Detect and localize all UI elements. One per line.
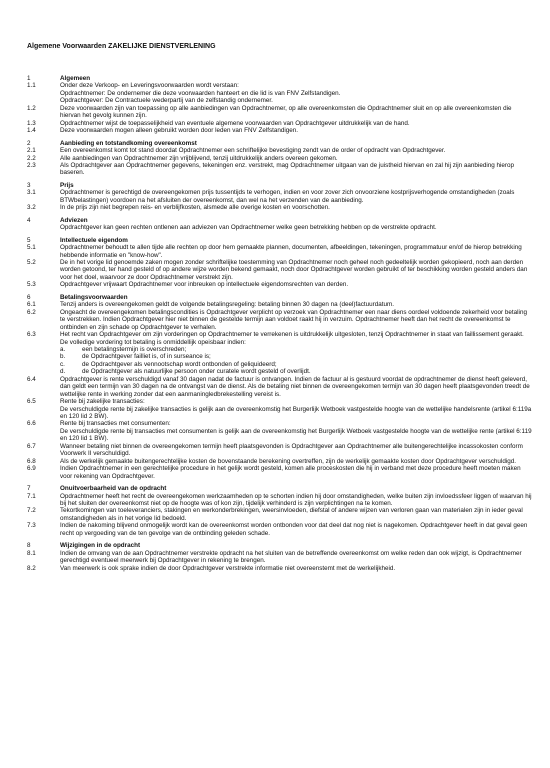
clause-row bbox=[27, 368, 533, 375]
section-title: Aanbieding en totstandkoming overeenkomst bbox=[60, 139, 197, 147]
clause-row bbox=[27, 189, 533, 204]
clause-number bbox=[27, 361, 60, 368]
clause-number: 6.1 bbox=[27, 301, 36, 309]
section-number: 7 bbox=[27, 485, 31, 493]
clause-number bbox=[27, 428, 60, 443]
clause-number bbox=[27, 368, 60, 375]
section bbox=[27, 140, 533, 177]
clause-row bbox=[27, 301, 533, 308]
clause-text: Opdrachtgever: De Contractuele wederpartij van de zelfstandig ondernemer. bbox=[60, 97, 273, 105]
clause-row bbox=[27, 522, 533, 537]
section-title: Intellectuele eigendom bbox=[60, 236, 128, 244]
clause-row bbox=[27, 127, 533, 134]
clause-text: de Opdrachtgever als vennootschap wordt ontbonden of geliquideerd; bbox=[82, 360, 277, 368]
clause-letter: a. bbox=[60, 345, 66, 353]
clause-number: 7.2 bbox=[27, 507, 36, 515]
clause-text: De in het vorige lid genoemde zaken mogen zonder schriftelijke toestemming van Opdrachtnemer noch geheel noch gedeeltelijk worden gekopieerd, noch aan derden worden getoond, ter hand gesteld of op andere wijze worden bekend gemaakt, noch door Opdrachtgever worden gebruikt of ter beschikking worden gesteld anders dan voor het doel, waarvoor ze door Opdrachtnemer verstrekt zijn. bbox=[60, 258, 528, 281]
clause-text: Opdrachtgever is rente verschuldigd vanaf 30 dagen nadat de factuur is ontvangen. Indien de factuur al is gestuurd voordat de opdrachtnemer de dienst heeft geleverd, dan geldt een termijn van 30 dagen na de ontvangst van de dienst. Als de betaling niet binnen de overeengekomen termijn van 30 dagen heeft plaatsgevonden treedt de wettelijke rente in werking zonder dat een aanmaningledbrekestelling vereist is. bbox=[60, 375, 530, 398]
clause-row bbox=[27, 147, 533, 154]
clause-text: Rente bij transacties met consumenten: bbox=[60, 420, 171, 428]
clause-text: Opdrachtnemer heeft het recht de overeengekomen werkzaamheden op te schorten indien hij door omstandigheden, welke buiten zijn invloedssfeer liggen of waarvan hij bij het sluiten der overeenkomst niet op de hoogte was of kon zijn, tijdelijk verhinderd is zijn verplichtingen na te komen. bbox=[60, 492, 532, 508]
section-number: 5 bbox=[27, 236, 31, 244]
clause-number bbox=[27, 346, 60, 353]
clause-text: Tekortkomingen van toeleveranciers, stakingen en werkonderbrekingen, weersinvloeden, diefstal of andere wijzen van verloren gaan van materialen zijn in ieder geval omstandigheden als in het vorige lid bedoeld. bbox=[60, 507, 523, 522]
document-title: Algemene Voorwaarden ZAKELIJKE DIENSTVERLENING bbox=[27, 43, 216, 50]
clause-row bbox=[27, 346, 533, 353]
clause-number: 6.3 bbox=[27, 331, 36, 339]
clause-number: 6.4 bbox=[27, 375, 36, 383]
section-number: 4 bbox=[27, 216, 31, 224]
clause-text: Het recht van Opdrachtgever om zijn vorderingen op Opdrachtnemer te verrekenen is uitdrukkelijk uitgesloten, tenzij Opdrachtnemer in staat van faillissement geraakt. De volledige vordering tot betaling is onmiddellijk opeisbaar indien: bbox=[60, 331, 524, 346]
clause-number: 8.1 bbox=[27, 549, 36, 557]
section bbox=[27, 237, 533, 289]
clause-row bbox=[27, 443, 533, 458]
clause-number: 1.2 bbox=[27, 104, 36, 112]
clause-text: Van meerwerk is ook sprake indien de door Opdrachtgever verstrekte informatie niet overeenstemt met de werkelijkheid. bbox=[60, 564, 396, 572]
clause-number: 1.1 bbox=[27, 82, 36, 90]
clause-row bbox=[27, 376, 533, 398]
section bbox=[27, 217, 533, 232]
clause-row bbox=[27, 420, 533, 427]
clause-text: Opdrachtgever kan geen rechten ontlenen aan adviezen van Opdrachtnemer welke geen betrekking hebben op de verstrekte opdracht. bbox=[60, 224, 437, 232]
clause-row bbox=[27, 155, 533, 162]
clause-row bbox=[27, 361, 533, 368]
clause-number: 6.6 bbox=[27, 420, 36, 428]
section bbox=[27, 542, 533, 572]
clause-text: Opdrachtnemer: De ondernemer die deze voorwaarden hanteert en die lid is van FNV Zelfstandigen. bbox=[60, 89, 341, 97]
clause-text: In de prijs zijn niet begrepen reis- en verblijfkosten, alsmede alle overige kosten en voorschotten. bbox=[60, 204, 330, 212]
clause-number: 6.7 bbox=[27, 442, 36, 450]
clause-number: 6.8 bbox=[27, 457, 36, 465]
clause-text: De verschuldigde rente bij zakelijke transacties is gelijk aan de overeenkomstig het Burgerlijk Wetboek vastgestelde hoogte van de wettelijke handelsrente (artikel 6:119a en 120 lid 2 BW). bbox=[60, 405, 532, 421]
clause-text: De verschuldigde rente bij transacties met consumenten is gelijk aan de overeenkomstig het Burgerlijk Wetboek vastgestelde hoogte van de wettelijke rente (artikel 6:119 en 120 lid 1 BW). bbox=[60, 427, 532, 443]
clause-row bbox=[27, 259, 533, 281]
section-heading bbox=[27, 217, 533, 224]
clause-row bbox=[27, 82, 533, 89]
clause-row bbox=[27, 458, 533, 465]
clause-text: Opdrachtnemer wijst de toepasselijkheid van eventuele algemene voorwaarden van Opdrachtgever uitdrukkelijk van de hand. bbox=[60, 119, 410, 127]
clause-text: Onder deze Verkoop- en Leveringsvoorwaarden wordt verstaan: bbox=[60, 82, 239, 90]
clause-row bbox=[27, 406, 533, 421]
sections-container bbox=[27, 75, 533, 577]
clause-text: Deze voorwaarden mogen alleen gebruikt worden door leden van FNV Zelfstandigen. bbox=[60, 127, 299, 135]
clause-text: Opdrachtnemer is gerechtigd de overeengekomen prijs tussentijds te verhogen, indien en voor zover zich onvoorziene kostprijsverhogende omstandigheden (zoals BTWbelastingen) voordoen na het afsluiten der overeenkomst, dan wel na het verzenden van de aanbieding. bbox=[60, 189, 515, 204]
clause-row bbox=[27, 97, 533, 104]
clause-text: de Opdrachtgever als natuurlijke persoon onder curatele wordt gesteld of overlijdt. bbox=[82, 368, 311, 376]
clause-row bbox=[27, 204, 533, 211]
clause-text: Indien de omvang van de aan Opdrachtnemer verstrekte opdracht na het sluiten van de betreffende overeenkomst om welke reden dan ook wijzigt, is Opdrachtnemer gerechtigd eventueel meerwerk bij Opdrachtgever in rekening te brengen. bbox=[60, 549, 522, 565]
section-title: Algemeen bbox=[60, 75, 91, 82]
clause-text: Ongeacht de overeengekomen betalingscondities is Opdrachtgever verplicht op verzoek van Opdrachtnemer een naar diens oordeel voldoende zekerheid voor betaling te verstrekken. Indien Opdrachtgever hier niet binnen de gestelde termijn aan voldoet raakt hij in verzuim. Opdrachtnemer heeft dan het recht de overeenkomst te ontbinden en zijn schade op Opdrachtgever te verhalen. bbox=[60, 308, 527, 331]
clause-number: 6.5 bbox=[27, 398, 36, 406]
section-heading bbox=[27, 485, 533, 492]
section bbox=[27, 182, 533, 212]
clause-number: 3.2 bbox=[27, 204, 36, 212]
clause-number bbox=[27, 97, 60, 104]
clause-text: Wanneer betaling niet binnen de overeengekomen termijn heeft plaatsgevonden is Opdrachtgever aan Opdrachtnemer alle buitengerechtelijke incassokosten conform Voorwerk II verschuldigd. bbox=[60, 442, 523, 458]
clause-number: 1.4 bbox=[27, 127, 36, 135]
clause-text: Indien Opdrachtnemer in een gerechtelijke procedure in het gelijk wordt gesteld, komen alle proceskosten die hij in verband met deze procedure heeft moeten maken voor rekening van Opdrachtgever. bbox=[60, 465, 521, 480]
clause-text: Rente bij zakelijke transacties: bbox=[60, 398, 145, 406]
clause-row bbox=[27, 90, 533, 97]
section-title: Betalingsvoorwaarden bbox=[60, 293, 128, 301]
section-title: Prijs bbox=[60, 181, 74, 189]
clause-text: een betalingstermijn is overschreden; bbox=[82, 345, 187, 353]
clause-text: Opdrachtgever vrijwaart Opdrachtnemer voor inbreuken op intellectuele eigendomsrechten van derden. bbox=[60, 281, 349, 289]
section bbox=[27, 75, 533, 135]
clause-row bbox=[27, 244, 533, 259]
clause-number: 7.3 bbox=[27, 522, 36, 530]
clause-text: Indien de nakoming blijvend onmogelijk wordt kan de overeenkomst worden ontbonden voor dat deel dat nog niet is nagekomen. Opdrachtgever heeft in dat geval geen recht op vergoeding van de ten gevolge van de ontbinding geleden schade. bbox=[60, 522, 528, 537]
section-title: Adviezen bbox=[60, 216, 88, 224]
clause-number bbox=[27, 353, 60, 360]
section-title: Onuitvoerbaarheid van de opdracht bbox=[60, 485, 167, 493]
section-heading bbox=[27, 237, 533, 244]
clause-number: 2.3 bbox=[27, 161, 36, 169]
clause-number: 3.1 bbox=[27, 189, 36, 197]
clause-number: 5.2 bbox=[27, 258, 36, 266]
section-number: 3 bbox=[27, 181, 31, 189]
clause-number: 1.3 bbox=[27, 119, 36, 127]
clause-number: 5.3 bbox=[27, 281, 36, 289]
clause-number: 6.9 bbox=[27, 465, 36, 473]
clause-text: Opdrachtnemer behoudt te allen tijde alle rechten op door hem gemaakte plannen, documenten, afbeeldingen, tekeningen, programmatuur en/of de hierop betrekking hebbende informatie en "know-how". bbox=[60, 244, 522, 259]
clause-row bbox=[27, 331, 533, 346]
section bbox=[27, 294, 533, 480]
clause-row bbox=[27, 105, 533, 120]
clause-row bbox=[27, 120, 533, 127]
section-number: 8 bbox=[27, 542, 31, 550]
clause-text: Alle aanbiedingen van Opdrachtnemer zijn vrijblijvend, tenzij uitdrukkelijk anders overeen gekomen. bbox=[60, 154, 338, 162]
section-heading bbox=[27, 182, 533, 189]
clause-text: Tenzij anders is overeengekomen geldt de volgende betalingsregeling: betaling binnen 30 dagen na (deel)factuurdatum. bbox=[60, 301, 394, 309]
clause-row bbox=[27, 309, 533, 331]
clause-row bbox=[27, 224, 533, 231]
section-heading bbox=[27, 294, 533, 301]
clause-row bbox=[27, 550, 533, 565]
clause-number: 6.2 bbox=[27, 308, 36, 316]
section-title: Wijzigingen in de opdracht bbox=[60, 542, 141, 550]
clause-number: 8.2 bbox=[27, 564, 36, 572]
section-heading bbox=[27, 542, 533, 549]
section-number: 1 bbox=[27, 75, 31, 82]
section-heading bbox=[27, 75, 533, 82]
section-heading bbox=[27, 140, 533, 147]
clause-letter: b. bbox=[60, 353, 66, 361]
clause-row bbox=[27, 428, 533, 443]
clause-row bbox=[27, 398, 533, 405]
clause-row bbox=[27, 507, 533, 522]
clause-row bbox=[27, 353, 533, 360]
clause-number: 7.1 bbox=[27, 492, 36, 500]
clause-row bbox=[27, 465, 533, 480]
clause-letter: d. bbox=[60, 368, 66, 376]
clause-number: 2.1 bbox=[27, 147, 36, 155]
clause-text: Als de werkelijk gemaakte buitengerechtelijke kosten de bovenstaande berekening overtreffen, zijn de werkelijk gemaakte kosten door Opdrachtgever verschuldigd. bbox=[60, 457, 516, 465]
clause-row bbox=[27, 565, 533, 572]
clause-text: Deze voorwaarden zijn van toepassing op alle aanbiedingen van Opdrachtnemer, op alle overeenkomsten die Opdrachtnemer sluit en op alle overeenkomsten die hiervan het gevolg kunnen zijn. bbox=[60, 104, 512, 120]
clause-row bbox=[27, 162, 533, 177]
section-number: 2 bbox=[27, 139, 31, 147]
clause-number bbox=[27, 406, 60, 421]
clause-number bbox=[27, 90, 60, 97]
section bbox=[27, 485, 533, 537]
clause-number: 2.2 bbox=[27, 154, 36, 162]
section-number: 6 bbox=[27, 293, 31, 301]
clause-letter: c. bbox=[60, 360, 65, 368]
clause-row bbox=[27, 493, 533, 508]
clause-number: 5.1 bbox=[27, 244, 36, 252]
clause-row bbox=[27, 281, 533, 288]
clause-text: Als Opdrachtgever aan Opdrachtnemer gegevens, tekeningen enz. verstrekt, mag Opdrachtnemer uitgaan van de juistheid hiervan en zal hij zijn aanbieding hierop baseren. bbox=[60, 161, 514, 177]
clause-number bbox=[27, 224, 60, 231]
clause-text: de Opdrachtgever failliet is, of in surseance is; bbox=[82, 353, 211, 361]
clause-text: Een overeenkomst komt tot stand doordat Opdrachtnemer een schriftelijke bevestiging zendt van de order of opdracht van Opdrachtgever. bbox=[60, 147, 446, 155]
